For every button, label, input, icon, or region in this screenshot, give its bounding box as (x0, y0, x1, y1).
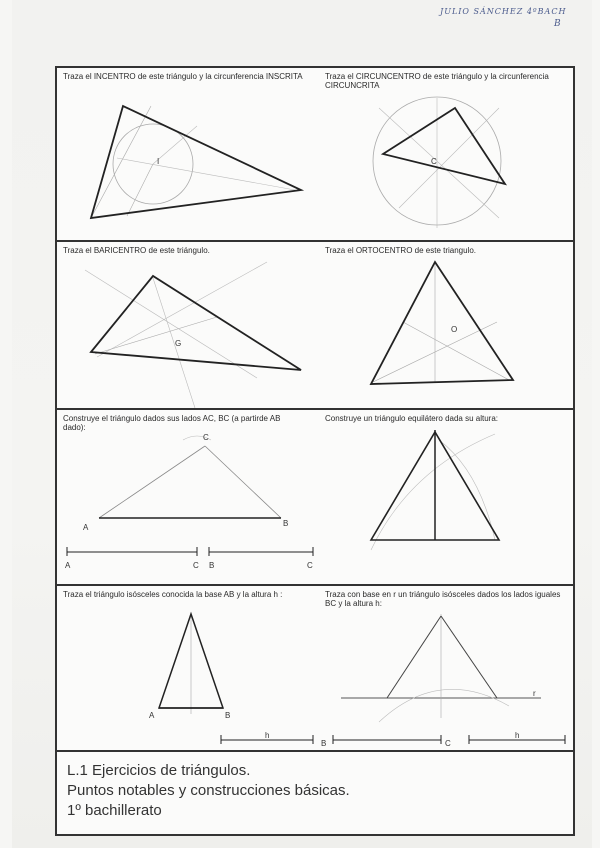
label-baricentro: G (175, 339, 182, 348)
baricentro-drawing (57, 242, 319, 408)
label-C-apex: C (203, 433, 209, 442)
title-line-1: L.1 Ejercicios de triángulos. (67, 762, 251, 779)
cell-construye-lados (57, 410, 319, 584)
title-line-3: 1º bachillerato (67, 802, 162, 819)
prompt-isosceles-base: Traza el triángulo isósceles conocida la base AB y la altura h : (63, 590, 283, 599)
cell-incentro (57, 68, 319, 240)
prompt-ortocentro: Traza el ORTOCENTRO de este triangulo. (325, 246, 477, 255)
cell-baricentro (57, 242, 319, 408)
title-block (57, 752, 573, 834)
cell-ortocentro (319, 242, 573, 408)
label-A-iso: A (149, 711, 155, 720)
label-r: r (533, 689, 536, 698)
label-C-segment1: C (193, 561, 199, 570)
label-A-segment: A (65, 561, 71, 570)
row-incentro-circuncentro (57, 68, 573, 242)
prompt-equilatero: Construye un triángulo equilátero dada su altura: (325, 414, 498, 423)
label-B-base: B (283, 519, 289, 528)
label-B-segment: B (209, 561, 215, 570)
isosceles-base-drawing (57, 586, 319, 750)
label-incentro: I (157, 157, 160, 166)
author-handwriting: JULIO SÁNCHEZ 4ºBACH (440, 7, 567, 16)
worksheet (55, 66, 575, 836)
label-B-r: B (321, 739, 327, 748)
ortocentro-drawing (319, 242, 573, 408)
group-handwriting: B (554, 19, 562, 29)
row-baricentro-ortocentro (57, 242, 573, 410)
cell-circuncentro (319, 68, 573, 240)
label-C-segment2: C (307, 561, 313, 570)
label-h-iso: h (265, 731, 270, 740)
label-circuncentro: C (431, 157, 437, 166)
cell-isosceles-base (57, 586, 319, 750)
prompt-baricentro: Traza el BARICENTRO de este triángulo. (63, 246, 210, 255)
circuncentro-drawing (319, 68, 573, 240)
label-B-iso: B (225, 711, 231, 720)
label-A-base: A (83, 523, 89, 532)
title-line-2: Puntos notables y construcciones básicas. (67, 782, 350, 799)
incentro-drawing (57, 68, 319, 240)
label-C-r: C (445, 739, 451, 748)
cell-isosceles-r (319, 586, 573, 750)
prompt-isosceles-r: Traza con base en r un triángulo isósceles dados los lados iguales BC y la altura h: (325, 590, 561, 608)
prompt-circuncentro: Traza el CIRCUNCENTRO de este triángulo y la circunferencia CIRCUNCRITA (325, 72, 549, 90)
isosceles-r-drawing (319, 586, 573, 750)
equilatero-drawing (319, 410, 573, 584)
prompt-construye-lados: Construye el triángulo dados sus lados AC, BC (a partirde AB dado): (63, 414, 281, 432)
construye-lados-drawing (57, 410, 319, 584)
prompt-incentro: Traza el INCENTRO de este triángulo y la circunferencia INSCRITA (63, 72, 303, 81)
label-h-r: h (515, 731, 520, 740)
row-construcciones (57, 410, 573, 586)
row-isosceles (57, 586, 573, 752)
label-ortocentro: O (451, 325, 458, 334)
cell-equilatero (319, 410, 573, 584)
